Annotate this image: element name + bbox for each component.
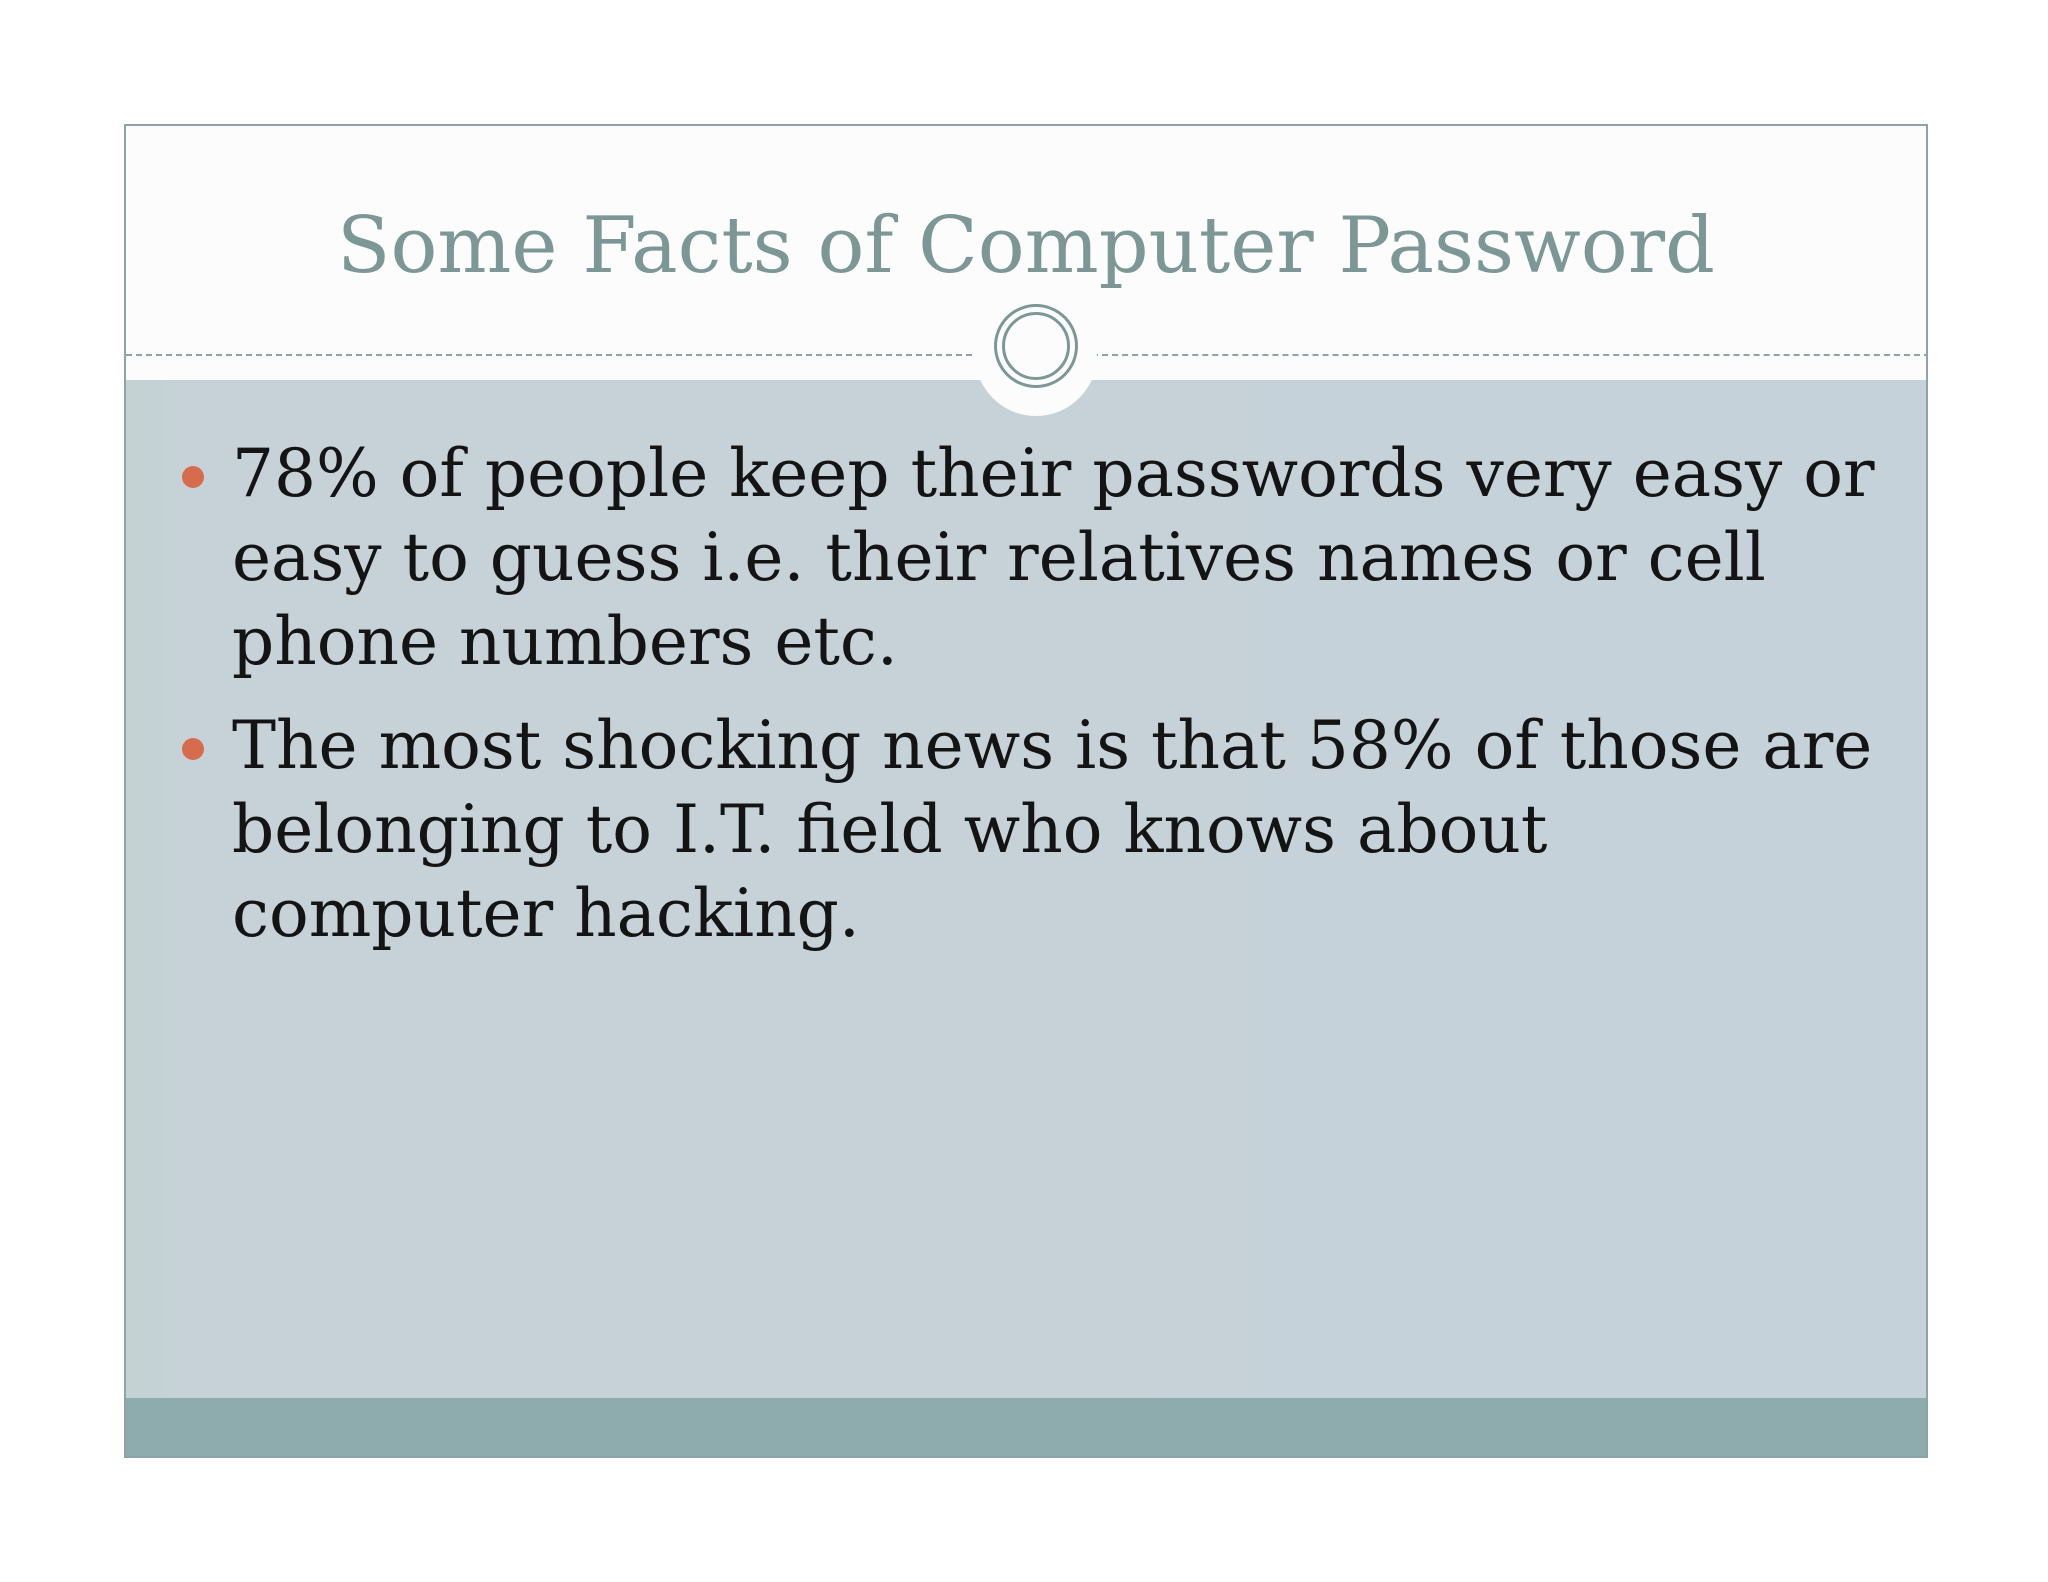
bullet-dot-icon	[182, 738, 204, 760]
header-divider-right	[1092, 354, 1928, 356]
slide-title: Some Facts of Computer Password	[337, 201, 1715, 291]
inner-ring	[1002, 312, 1070, 380]
double-ring-circle-icon	[994, 304, 1078, 388]
footer-band	[126, 1398, 1926, 1458]
bullet-list	[178, 432, 1878, 976]
bullet-text: 78% of people keep their passwords very easy or easy to guess i.e. their relatives names or cell phone numbers etc.	[232, 435, 1875, 680]
slide	[124, 124, 1928, 1458]
bullet-dot-icon	[182, 466, 204, 488]
bullet-item	[178, 432, 1878, 684]
bullet-text: The most shocking news is that 58% of those are belonging to I.T. field who knows about computer hacking.	[232, 707, 1873, 952]
bullet-item	[178, 704, 1878, 956]
header-divider-left	[126, 354, 982, 356]
